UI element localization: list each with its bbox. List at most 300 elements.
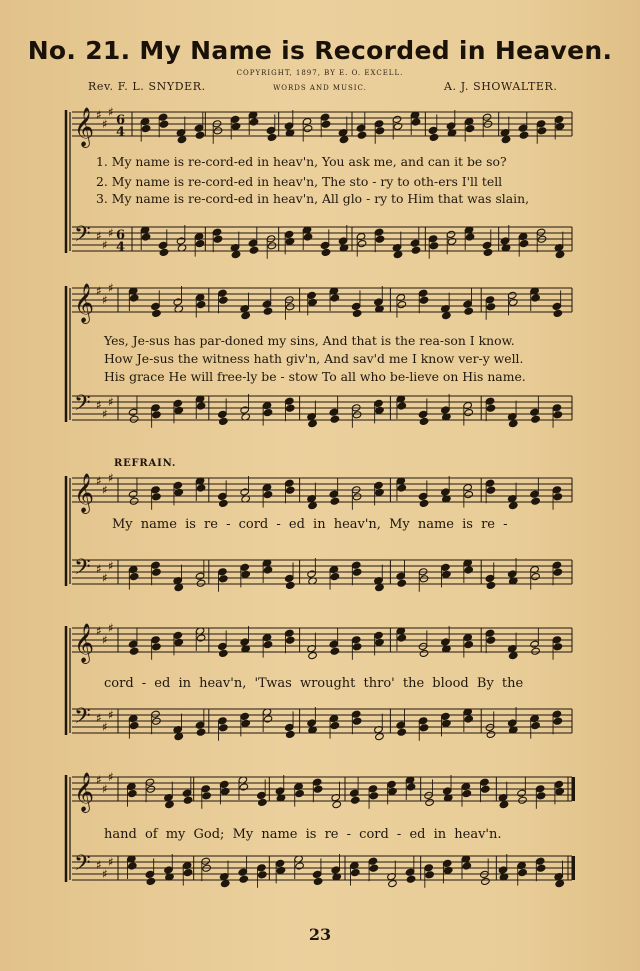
- note-head: [152, 309, 162, 317]
- note-head: [213, 235, 223, 243]
- note-head: [508, 420, 518, 428]
- note-head: [375, 488, 385, 496]
- note-head: [195, 294, 205, 302]
- note-head: [536, 864, 546, 872]
- note-head: [263, 566, 273, 574]
- note-head: [356, 233, 366, 241]
- sharp-icon: ♯: [108, 281, 114, 295]
- note-head: [388, 880, 398, 888]
- note-head: [411, 118, 421, 126]
- note-head: [555, 251, 565, 259]
- note-head: [145, 870, 155, 878]
- note-head: [536, 228, 546, 236]
- verse-lyric-line: His grace He will free-ly be - stow To all who be-lieve on His name.: [104, 369, 526, 384]
- composer-credit: A. J. SHOWALTER.: [444, 80, 558, 93]
- note-head: [555, 787, 565, 795]
- note-head: [263, 641, 273, 649]
- note-head: [517, 862, 527, 870]
- sharp-icon: ♯: [108, 855, 114, 869]
- note-head: [530, 566, 540, 574]
- note-head: [500, 237, 510, 245]
- note-head: [158, 241, 168, 249]
- note-head: [498, 866, 508, 874]
- note-head: [284, 629, 294, 637]
- note-head: [284, 574, 294, 582]
- note-head: [535, 857, 545, 865]
- note-head: [374, 481, 384, 489]
- note-head: [218, 492, 228, 500]
- note-head: [262, 484, 272, 492]
- note-head: [239, 783, 249, 791]
- note-head: [285, 237, 295, 245]
- note-head: [419, 649, 429, 657]
- note-head: [351, 710, 361, 718]
- note-head: [356, 124, 366, 132]
- note-head: [553, 411, 563, 419]
- note-head: [129, 647, 139, 655]
- note-head: [368, 857, 378, 865]
- note-head: [442, 719, 452, 727]
- note-head: [313, 785, 323, 793]
- note-head: [196, 634, 206, 642]
- note-head: [196, 484, 206, 492]
- sharp-icon: ♯: [102, 720, 108, 734]
- refrain-lyric-line: My name is re - cord - ed in heav'n, My name is re -: [112, 517, 508, 532]
- note-head: [220, 787, 230, 795]
- note-head: [463, 300, 473, 308]
- note-head: [295, 790, 305, 798]
- note-head: [307, 719, 317, 727]
- note-head: [332, 801, 342, 809]
- sharp-icon: ♯: [108, 559, 114, 573]
- verse-lyric-line: How Je-sus the witness hath giv'n, And sav'd me I know ver-y well.: [104, 351, 524, 366]
- note-head: [218, 568, 228, 576]
- note-head: [501, 136, 511, 144]
- note-head: [555, 122, 565, 130]
- note-head: [441, 638, 451, 646]
- note-head: [419, 724, 429, 732]
- note-head: [183, 869, 193, 877]
- note-head: [374, 399, 384, 407]
- note-head: [351, 796, 361, 804]
- note-head: [441, 488, 451, 496]
- note-head: [375, 638, 385, 646]
- note-head: [129, 573, 139, 581]
- note-head: [174, 638, 184, 646]
- note-head: [463, 484, 473, 492]
- note-head: [397, 634, 407, 642]
- note-head: [485, 629, 495, 637]
- note-head: [257, 791, 267, 799]
- note-head: [388, 787, 398, 795]
- note-head: [351, 302, 361, 310]
- note-head: [174, 488, 184, 496]
- note-head: [339, 136, 349, 144]
- note-head: [392, 115, 402, 123]
- verse-lyric-line: 2. My name is re-cord-ed in heav'n, The sto - ry to oth-ers I'll tell: [96, 174, 503, 189]
- bass-clef-icon: 𝄢: [74, 391, 91, 421]
- sharp-icon: ♯: [102, 238, 108, 252]
- note-head: [284, 122, 294, 130]
- note-head: [330, 573, 340, 581]
- note-head: [249, 246, 259, 254]
- note-head: [220, 880, 230, 888]
- note-head: [485, 574, 495, 582]
- note-head: [329, 566, 339, 574]
- note-head: [517, 789, 527, 797]
- note-head: [164, 866, 174, 874]
- note-head: [219, 780, 229, 788]
- treble-clef-icon: 𝄞: [74, 107, 95, 147]
- note-head: [442, 570, 452, 578]
- note-head: [182, 862, 192, 870]
- note-head: [128, 490, 138, 498]
- note-head: [485, 296, 495, 304]
- note-head: [320, 113, 330, 121]
- note-head: [375, 127, 385, 135]
- note-head: [129, 722, 139, 730]
- note-head: [374, 228, 384, 236]
- note-head: [396, 294, 406, 302]
- note-head: [128, 640, 138, 648]
- note-head: [219, 499, 229, 507]
- note-head: [410, 239, 420, 247]
- note-head: [219, 417, 229, 425]
- note-head: [173, 399, 183, 407]
- note-head: [262, 634, 272, 642]
- note-head: [397, 728, 407, 736]
- sharp-icon: ♯: [102, 633, 108, 647]
- note-head: [465, 233, 475, 241]
- note-head: [173, 481, 183, 489]
- note-head: [312, 870, 322, 878]
- note-head: [275, 787, 285, 795]
- note-head: [486, 404, 496, 412]
- note-head: [151, 710, 161, 718]
- note-head: [357, 131, 367, 139]
- note-head: [485, 479, 495, 487]
- note-head: [219, 724, 229, 732]
- note-head: [554, 780, 564, 788]
- note-head: [425, 871, 435, 879]
- note-head: [441, 712, 451, 720]
- sharp-icon: ♯: [96, 858, 102, 872]
- note-head: [508, 652, 518, 660]
- sharp-icon: ♯: [102, 483, 108, 497]
- note-head: [196, 301, 206, 309]
- note-head: [201, 857, 211, 865]
- note-head: [463, 634, 473, 642]
- note-head: [406, 783, 416, 791]
- sharp-icon: ♯: [96, 624, 102, 638]
- note-head: [397, 579, 407, 587]
- note-head: [263, 715, 273, 723]
- note-head: [531, 573, 541, 581]
- note-head: [554, 115, 564, 123]
- note-head: [351, 869, 361, 877]
- note-head: [173, 631, 183, 639]
- note-head: [152, 411, 162, 419]
- note-head: [231, 122, 241, 130]
- note-head: [462, 790, 472, 798]
- note-head: [151, 561, 161, 569]
- note-head: [428, 235, 438, 243]
- note-head: [196, 728, 206, 736]
- note-head: [387, 780, 397, 788]
- note-head: [240, 563, 250, 571]
- note-head: [375, 584, 385, 592]
- note-head: [480, 778, 490, 786]
- note-head: [374, 298, 384, 306]
- note-head: [419, 296, 429, 304]
- note-head: [241, 570, 251, 578]
- note-head: [177, 136, 187, 144]
- note-head: [418, 289, 428, 297]
- note-head: [174, 406, 184, 414]
- note-head: [486, 303, 496, 311]
- bass-clef-icon: 𝄢: [74, 851, 91, 881]
- note-head: [464, 118, 474, 126]
- note-head: [151, 486, 161, 494]
- note-head: [552, 404, 562, 412]
- note-head: [461, 783, 471, 791]
- note-head: [464, 409, 474, 417]
- note-head: [429, 133, 439, 141]
- note-head: [530, 640, 540, 648]
- note-head: [393, 122, 403, 130]
- note-head: [375, 235, 385, 243]
- note-head: [284, 479, 294, 487]
- hymn-title: No. 21. My Name is Recorded in Heaven.: [27, 36, 613, 65]
- sharp-icon: ♯: [96, 562, 102, 576]
- note-head: [151, 404, 161, 412]
- note-head: [174, 584, 184, 592]
- note-head: [483, 248, 493, 256]
- note-head: [531, 294, 541, 302]
- note-head: [330, 497, 340, 505]
- sharp-icon: ♯: [108, 395, 114, 409]
- note-head: [464, 715, 474, 723]
- note-head: [405, 868, 415, 876]
- final-bar-line: [572, 777, 575, 801]
- note-head: [330, 722, 340, 730]
- note-head: [151, 636, 161, 644]
- note-head: [329, 715, 339, 723]
- note-head: [499, 801, 509, 809]
- treble-clef-icon: 𝄞: [74, 772, 95, 812]
- note-head: [442, 859, 452, 867]
- note-head: [285, 486, 295, 494]
- note-head: [141, 233, 151, 241]
- note-head: [266, 126, 276, 134]
- note-head: [248, 239, 258, 247]
- note-head: [535, 785, 545, 793]
- note-head: [486, 636, 496, 644]
- note-head: [507, 570, 517, 578]
- note-head: [231, 251, 241, 259]
- time-signature-numerator: 6: [116, 228, 126, 243]
- note-head: [486, 730, 496, 738]
- note-head: [165, 801, 175, 809]
- note-head: [418, 717, 428, 725]
- sharp-icon: ♯: [108, 708, 114, 722]
- note-head: [552, 561, 562, 569]
- copyright-line: WORDS AND MUSIC.: [273, 84, 367, 92]
- note-head: [537, 127, 547, 135]
- note-head: [152, 568, 162, 576]
- note-head: [176, 237, 186, 245]
- note-head: [129, 497, 139, 505]
- note-head: [553, 717, 563, 725]
- note-head: [330, 415, 340, 423]
- note-head: [446, 122, 456, 130]
- note-head: [284, 723, 294, 731]
- note-head: [285, 636, 295, 644]
- note-head: [481, 785, 491, 793]
- note-head: [183, 796, 193, 804]
- note-head: [425, 798, 435, 806]
- note-head: [194, 124, 204, 132]
- note-head: [486, 581, 496, 589]
- note-head: [531, 415, 541, 423]
- note-head: [396, 572, 406, 580]
- note-head: [196, 402, 206, 410]
- note-head: [393, 251, 403, 259]
- note-head: [486, 486, 496, 494]
- sharp-icon: ♯: [102, 571, 108, 585]
- note-head: [530, 408, 540, 416]
- sharp-icon: ♯: [96, 108, 102, 122]
- note-head: [195, 721, 205, 729]
- note-head: [352, 309, 362, 317]
- note-head: [329, 490, 339, 498]
- note-head: [239, 875, 249, 883]
- note-head: [369, 792, 379, 800]
- note-head: [141, 125, 151, 133]
- note-head: [284, 230, 294, 238]
- refrain-lyric-line: hand of my God; My name is re - cord - ed in heav'n.: [104, 827, 502, 842]
- note-head: [338, 237, 348, 245]
- sharp-icon: ♯: [102, 867, 108, 881]
- verse-lyric-line: 1. My name is re-cord-ed in heav'n, You ask me, and can it be so?: [96, 154, 507, 169]
- note-head: [238, 868, 248, 876]
- note-head: [555, 880, 565, 888]
- note-head: [194, 233, 204, 241]
- sharp-icon: ♯: [108, 471, 114, 485]
- note-head: [518, 233, 528, 241]
- note-head: [397, 301, 407, 309]
- note-head: [397, 484, 407, 492]
- note-head: [219, 296, 229, 304]
- note-head: [418, 492, 428, 500]
- note-head: [195, 572, 205, 580]
- note-head: [195, 240, 205, 248]
- note-head: [411, 246, 421, 254]
- note-head: [442, 787, 452, 795]
- sharp-icon: ♯: [96, 474, 102, 488]
- note-head: [351, 561, 361, 569]
- note-head: [308, 652, 318, 660]
- note-head: [174, 733, 184, 741]
- note-head: [464, 566, 474, 574]
- note-head: [285, 303, 295, 311]
- note-head: [465, 125, 475, 133]
- sharp-icon: ♯: [96, 773, 102, 787]
- note-head: [429, 242, 439, 250]
- note-head: [330, 294, 340, 302]
- note-head: [531, 722, 541, 730]
- note-head: [294, 783, 304, 791]
- note-head: [352, 717, 362, 725]
- note-head: [351, 636, 361, 644]
- note-head: [463, 402, 473, 410]
- note-head: [218, 410, 228, 418]
- note-head: [481, 877, 491, 885]
- note-head: [257, 864, 267, 872]
- note-head: [321, 120, 331, 128]
- note-head: [307, 570, 317, 578]
- note-head: [276, 866, 286, 874]
- bass-clef-icon: 𝄢: [74, 222, 91, 252]
- verse-lyric-line: Yes, Je-sus has par-doned my sins, And that is the rea-son I know.: [104, 333, 515, 348]
- refrain-lyric-line: cord - ed in heav'n, 'Twas wrought thro' the blood By the: [104, 676, 524, 691]
- note-head: [419, 575, 429, 583]
- note-head: [196, 579, 206, 587]
- note-head: [531, 497, 541, 505]
- note-head: [302, 118, 312, 126]
- note-head: [519, 131, 529, 139]
- note-head: [536, 792, 546, 800]
- note-head: [285, 730, 295, 738]
- note-head: [419, 499, 429, 507]
- note-head: [375, 733, 385, 741]
- note-head: [285, 581, 295, 589]
- note-head: [128, 715, 138, 723]
- note-head: [303, 125, 313, 133]
- note-head: [284, 397, 294, 405]
- note-head: [202, 792, 212, 800]
- note-head: [258, 871, 268, 879]
- sharp-icon: ♯: [96, 284, 102, 298]
- note-head: [552, 636, 562, 644]
- note-head: [140, 118, 150, 126]
- note-head: [262, 300, 272, 308]
- note-head: [152, 493, 162, 501]
- note-head: [230, 115, 240, 123]
- sharp-icon: ♯: [102, 293, 108, 307]
- sharp-icon: ♯: [96, 711, 102, 725]
- note-head: [482, 241, 492, 249]
- note-head: [263, 307, 273, 315]
- note-head: [285, 404, 295, 412]
- copyright-line: COPYRIGHT, 1897, BY E. O. EXCELL.: [236, 69, 404, 77]
- note-head: [352, 493, 362, 501]
- note-head: [329, 408, 339, 416]
- note-head: [212, 228, 222, 236]
- note-head: [368, 785, 378, 793]
- note-head: [552, 302, 562, 310]
- note-head: [241, 719, 251, 727]
- note-head: [145, 778, 155, 786]
- sharp-icon: ♯: [96, 398, 102, 412]
- sharp-icon: ♯: [108, 105, 114, 119]
- note-head: [295, 862, 305, 870]
- note-head: [508, 298, 518, 306]
- note-head: [446, 230, 456, 238]
- note-head: [424, 864, 434, 872]
- bass-clef-icon: 𝄢: [74, 555, 91, 585]
- note-head: [128, 862, 138, 870]
